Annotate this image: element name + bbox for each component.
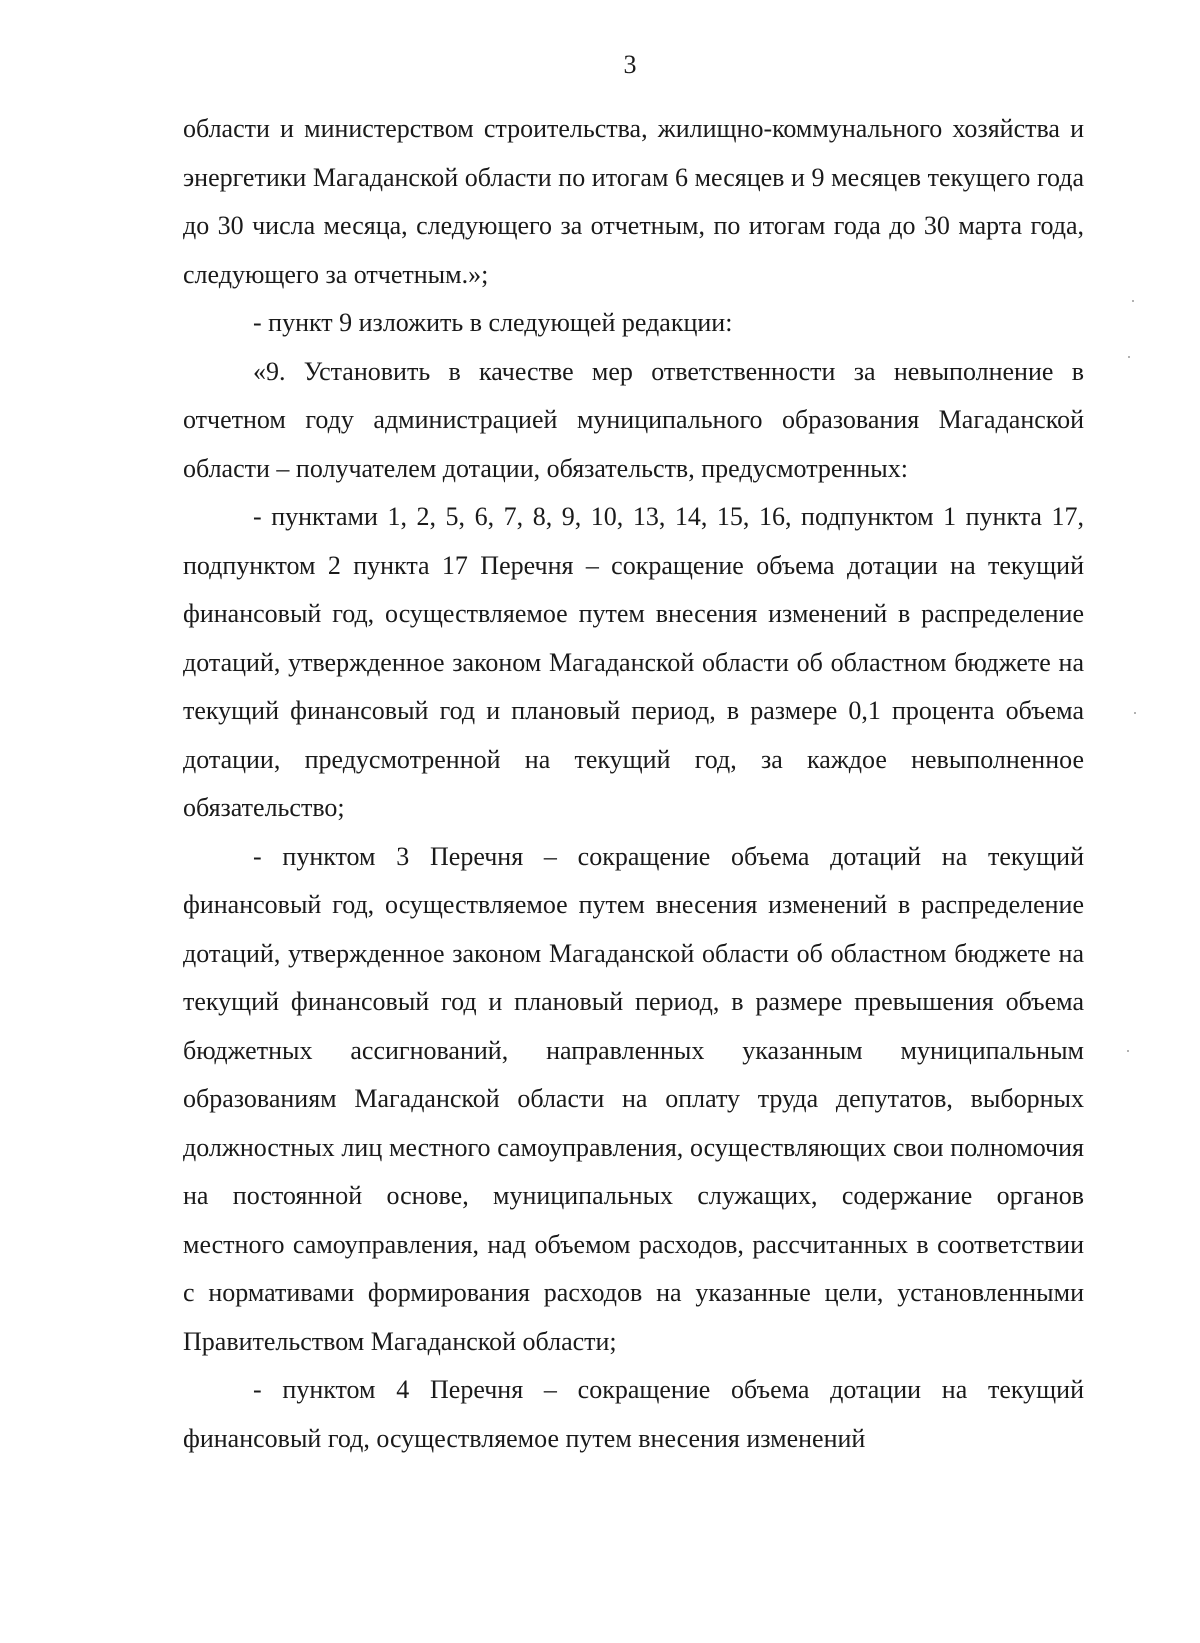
paragraph-points-list: - пунктами 1, 2, 5, 6, 7, 8, 9, 10, 13, 14, 15, 16, подпунктом 1 пункта 17, подпунктом 2 пункта 17 Перечня – сокращение объема дотации на текущий финансовый год, осуществляемое путем внесения изменений в распределение дотаций, утвержденное законом Магаданской области об областном бюджете на текущий финансовый год и плановый период, в размере 0,1 процента объема дотации, предусмотренной на текущий год, за каждое невыполненное обязательство;: [183, 502, 1084, 822]
paragraph-amend-item-9: - пункт 9 изложить в следующей редакции:: [253, 308, 733, 337]
paragraph-point-3: - пунктом 3 Перечня – сокращение объема дотаций на текущий финансовый год, осуществляемое путем внесения изменений в распределение дотаций, утвержденное законом Магаданской области об областном бюджете на текущий финансовый год и плановый период, в размере превышения объема бюджетных ассигнований, направленных указанным муниципальным образованиям Магаданской области на оплату труда депутатов, выборных должностных лиц местного самоуправления, осуществляющих свои полномочия на постоянной основе, муниципальных служащих, содержание органов местного самоуправления, над объемом расходов, рассчитанных в соответствии с нормативами формирования расходов на указанные цели, установленными Правительством Магаданской области;: [183, 841, 1084, 1356]
paragraph-point-4: - пунктом 4 Перечня – сокращение объема дотации на текущий финансовый год, осуществляемое путем внесения изменений: [183, 1375, 1084, 1453]
paragraph-continuation: области и министерством строительства, жилищно-коммунального хозяйства и энергетики Магаданской области по итогам 6 месяцев и 9 месяцев текущего года до 30 числа месяца, следующего за отчетным, по итогам года до 30 марта года, следующего за отчетным.»;: [183, 114, 1084, 289]
document-body: [183, 105, 1084, 1463]
scan-speck: [1132, 300, 1134, 302]
scan-speck: [1128, 356, 1130, 358]
paragraph-item-9-text: «9. Установить в качестве мер ответственности за невыполнение в отчетном году администрацией муниципального образования Магаданской области – получателем дотации, обязательств, предусмотренных:: [183, 356, 1084, 483]
scan-speck: [1127, 1050, 1129, 1052]
scan-speck: [1134, 712, 1136, 714]
page-number: 3: [623, 50, 637, 79]
